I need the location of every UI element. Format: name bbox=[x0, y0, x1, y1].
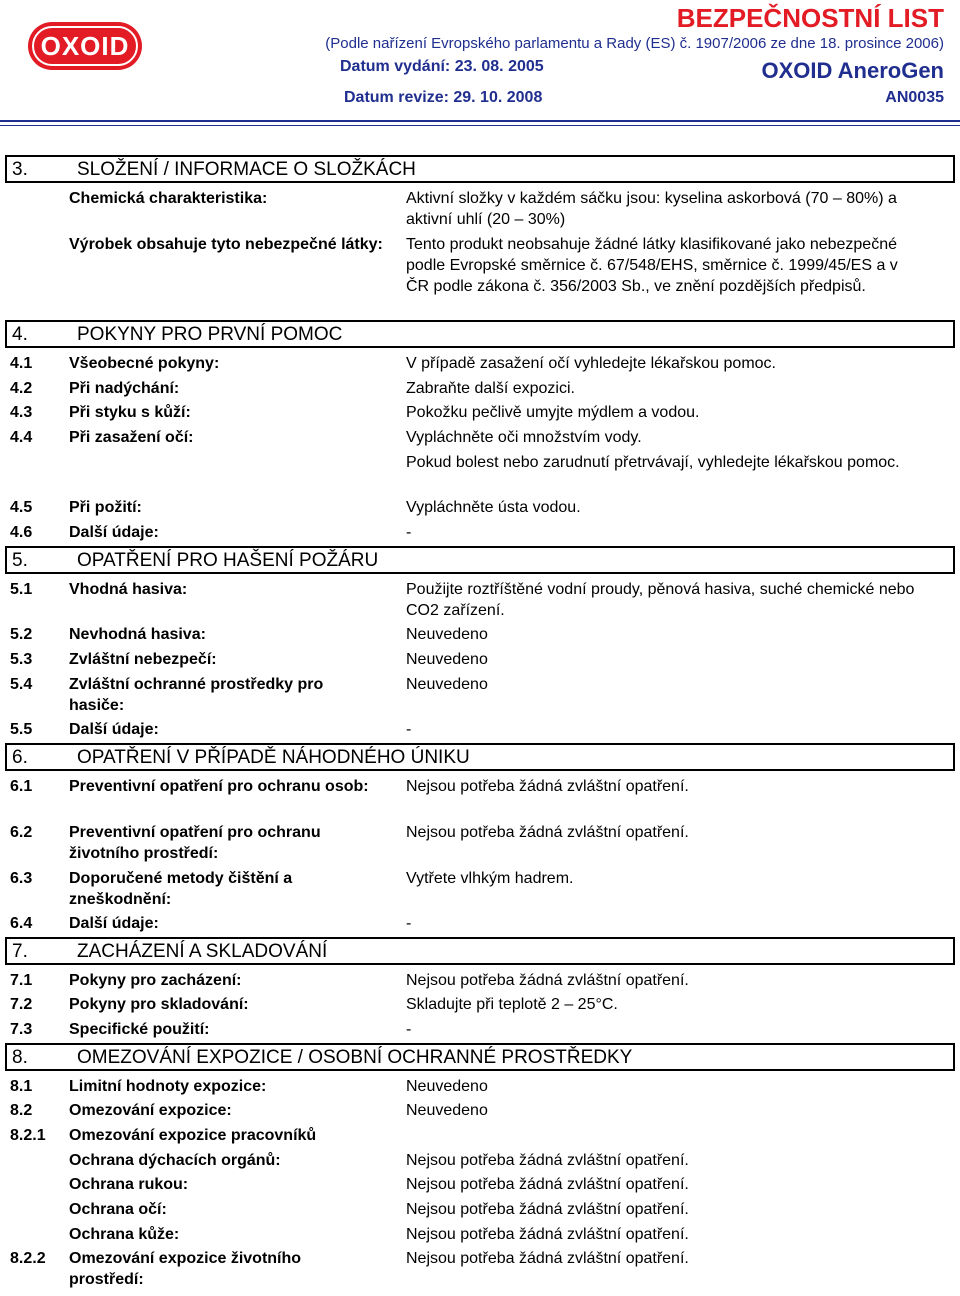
row-value: - bbox=[406, 915, 412, 932]
row-label: Omezování expozice pracovníků bbox=[69, 1127, 317, 1144]
row-label: Limitní hodnoty expozice: bbox=[69, 1078, 267, 1095]
row-value: Nejsou potřeba žádná zvláštní opatření. bbox=[406, 1250, 689, 1267]
regulation-reference: (Podle nařízení Evropského parlamentu a Rady (ES) č. 1907/2006 ze dne 18. prosince 2006) bbox=[325, 35, 944, 52]
oxoid-logo bbox=[28, 22, 142, 70]
row-label: Další údaje: bbox=[69, 915, 159, 932]
row-value: - bbox=[406, 721, 412, 738]
row-value: Neuvedeno bbox=[406, 1078, 488, 1095]
product-name: OXOID AneroGen bbox=[761, 58, 944, 83]
header-divider bbox=[0, 120, 960, 122]
row-value-extra: Pokud bolest nebo zarudnutí přetrvávají, vyhledejte lékařskou pomoc. bbox=[406, 454, 900, 471]
row-value: Nejsou potřeba žádná zvláštní opatření. bbox=[406, 778, 689, 795]
row-number: 4.5 bbox=[10, 499, 33, 516]
row-number: 8.2.2 bbox=[10, 1250, 46, 1267]
section-number: 4. bbox=[12, 324, 28, 345]
document-title: BEZPEČNOSTNÍ LIST bbox=[676, 3, 944, 33]
section-title: OPATŘENÍ PRO HAŠENÍ POŽÁRU bbox=[77, 550, 379, 571]
row-value: Vytřete vlhkým hadrem. bbox=[406, 870, 574, 887]
row-value: Nejsou potřeba žádná zvláštní opatření. bbox=[406, 1152, 689, 1169]
hazardous-value: Tento produkt neobsahuje žádné látky klasifikované jako nebezpečné podle Evropské směrnice č. 67/548/EHS, směrnice č. 1999/45/ES a v ČR podle zákona č. 356/2003 Sb., ve znění pozdějších předpisů. bbox=[406, 236, 898, 295]
logo-ring bbox=[32, 26, 138, 66]
row-label: Pokyny pro zacházení: bbox=[69, 972, 242, 989]
row-label: Vhodná hasiva: bbox=[69, 581, 188, 598]
row-value: Nejsou potřeba žádná zvláštní opatření. bbox=[406, 1226, 689, 1243]
row-label: Pokyny pro skladování: bbox=[69, 996, 249, 1013]
section-number: 6. bbox=[12, 747, 28, 768]
row-number: 8.2 bbox=[10, 1102, 33, 1119]
section-number: 8. bbox=[12, 1047, 28, 1068]
row-value: Použijte roztříštěné vodní proudy, pěnová hasiva, suché chemické nebo CO2 zařízení. bbox=[406, 581, 915, 619]
row-number: 6.2 bbox=[10, 824, 33, 841]
section-title: OMEZOVÁNÍ EXPOZICE / OSOBNÍ OCHRANNÉ PROSTŘEDKY bbox=[77, 1047, 633, 1068]
section-title: POKYNY PRO PRVNÍ POMOC bbox=[77, 324, 343, 345]
row-number: 5.4 bbox=[10, 676, 33, 693]
section-number: 3. bbox=[12, 159, 28, 180]
row-label: Při nadýchání: bbox=[69, 380, 180, 397]
row-value: Nejsou potřeba žádná zvláštní opatření. bbox=[406, 824, 689, 841]
row-value: Zabraňte další expozici. bbox=[406, 380, 575, 397]
section-title: ZACHÁZENÍ A SKLADOVÁNÍ bbox=[77, 941, 328, 962]
chem-label: Chemická charakteristika: bbox=[69, 190, 268, 207]
row-number: 5.5 bbox=[10, 721, 33, 738]
section-3-header bbox=[5, 155, 955, 183]
row-label: Další údaje: bbox=[69, 524, 159, 541]
row-label: Při styku s kůží: bbox=[69, 404, 191, 421]
hazardous-label: Výrobek obsahuje tyto nebezpečné látky: bbox=[69, 236, 383, 253]
row-number: 6.3 bbox=[10, 870, 33, 887]
row-label: Omezování expozice: bbox=[69, 1102, 232, 1119]
product-code: AN0035 bbox=[885, 89, 944, 106]
row-value: - bbox=[406, 524, 412, 541]
issue-date: Datum vydání: 23. 08. 2005 bbox=[340, 58, 544, 75]
row-value: Neuvedeno bbox=[406, 626, 488, 643]
row-label: Doporučené metody čištění a zneškodnění: bbox=[69, 870, 293, 908]
row-value: Neuvedeno bbox=[406, 651, 488, 668]
section-8-header bbox=[5, 1043, 955, 1071]
row-label: Další údaje: bbox=[69, 721, 159, 738]
row-value: Neuvedeno bbox=[406, 676, 488, 693]
row-value: Vypláchněte oči množstvím vody. bbox=[406, 429, 642, 446]
header-divider-thin bbox=[0, 125, 960, 126]
row-label: Specifické použití: bbox=[69, 1021, 210, 1038]
section-number: 7. bbox=[12, 941, 28, 962]
section-7-header bbox=[5, 937, 955, 965]
section-title: OPATŘENÍ V PŘÍPADĚ NÁHODNÉHO ÚNIKU bbox=[77, 747, 470, 768]
row-number: 6.1 bbox=[10, 778, 33, 795]
row-number: 7.2 bbox=[10, 996, 33, 1013]
row-number: 4.1 bbox=[10, 355, 33, 372]
row-label: Při zasažení očí: bbox=[69, 429, 194, 446]
section-number: 5. bbox=[12, 550, 28, 571]
chem-value: Aktivní složky v každém sáčku jsou: kyselina askorbová (70 – 80%) a aktivní uhlí (20 – 30%) bbox=[406, 190, 897, 228]
section-4-header bbox=[5, 320, 955, 348]
row-label: Ochrana dýchacích orgánů: bbox=[69, 1152, 281, 1169]
row-value: - bbox=[406, 1021, 412, 1038]
row-label: Ochrana rukou: bbox=[69, 1176, 189, 1193]
row-number: 5.2 bbox=[10, 626, 33, 643]
section-title: SLOŽENÍ / INFORMACE O SLOŽKÁCH bbox=[77, 159, 416, 180]
row-number: 8.1 bbox=[10, 1078, 33, 1095]
row-label: Ochrana kůže: bbox=[69, 1226, 180, 1243]
row-value: Vypláchněte ústa vodou. bbox=[406, 499, 581, 516]
row-value: V případě zasažení očí vyhledejte lékařskou pomoc. bbox=[406, 355, 776, 372]
row-number: 7.3 bbox=[10, 1021, 33, 1038]
row-number: 7.1 bbox=[10, 972, 33, 989]
section-6-header bbox=[5, 743, 955, 771]
row-number: 5.3 bbox=[10, 651, 33, 668]
row-number: 4.4 bbox=[10, 429, 33, 446]
row-label: Nevhodná hasiva: bbox=[69, 626, 206, 643]
row-label: Preventivní opatření pro ochranu osob: bbox=[69, 778, 369, 795]
logo-text: OXOID bbox=[40, 30, 130, 61]
row-value: Nejsou potřeba žádná zvláštní opatření. bbox=[406, 972, 689, 989]
row-label: Omezování expozice životního prostředí: bbox=[69, 1250, 302, 1288]
row-label: Zvláštní ochranné prostředky pro hasiče: bbox=[69, 676, 324, 714]
row-value: Pokožku pečlivě umyjte mýdlem a vodou. bbox=[406, 404, 700, 421]
row-number: 4.3 bbox=[10, 404, 33, 421]
row-value: Nejsou potřeba žádná zvláštní opatření. bbox=[406, 1201, 689, 1218]
row-number: 6.4 bbox=[10, 915, 33, 932]
row-label: Při požití: bbox=[69, 499, 142, 516]
row-number: 5.1 bbox=[10, 581, 33, 598]
row-number: 8.2.1 bbox=[10, 1127, 46, 1144]
row-label: Zvláštní nebezpečí: bbox=[69, 651, 217, 668]
row-value: Nejsou potřeba žádná zvláštní opatření. bbox=[406, 1176, 689, 1193]
section-5-header bbox=[5, 546, 955, 574]
row-number: 4.6 bbox=[10, 524, 33, 541]
row-label: Všeobecné pokyny: bbox=[69, 355, 220, 372]
row-label: Preventivní opatření pro ochranu životního prostředí: bbox=[69, 824, 321, 862]
revision-date: Datum revize: 29. 10. 2008 bbox=[344, 89, 543, 106]
row-label: Ochrana očí: bbox=[69, 1201, 167, 1218]
row-number: 4.2 bbox=[10, 380, 33, 397]
row-value: Neuvedeno bbox=[406, 1102, 488, 1119]
row-value: Skladujte při teplotě 2 – 25°C. bbox=[406, 996, 618, 1013]
